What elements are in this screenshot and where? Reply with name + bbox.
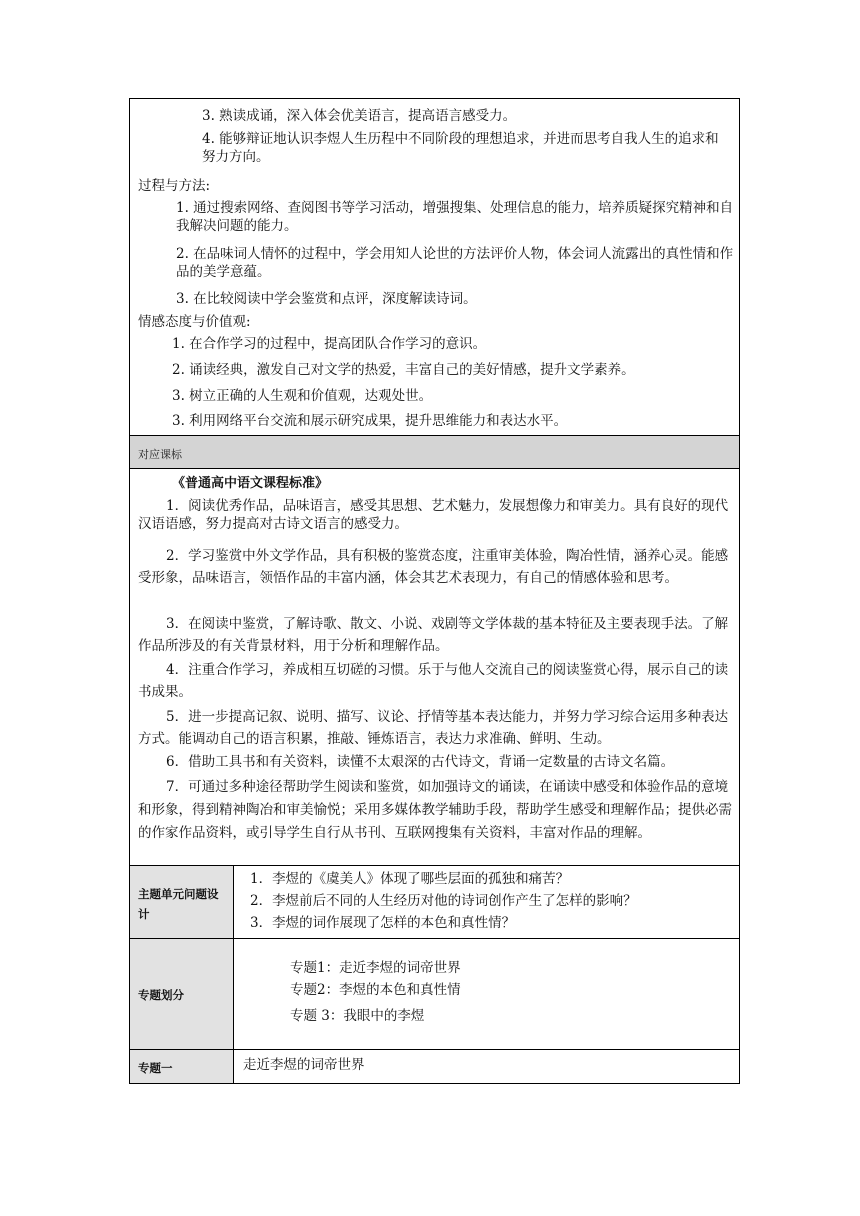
topic-one-label: 专题一	[138, 1061, 173, 1075]
topics-label-cell	[130, 939, 234, 1049]
topic-item: 专题2：李煜的本色和真性情	[290, 982, 461, 998]
topic-one-value: 走近李煜的词帝世界	[243, 1057, 365, 1073]
question-item: 1．李煜的《虞美人》体现了哪些层面的孤独和痛苦？	[250, 871, 570, 887]
emotion-item: 3. 利用网络平台交流和展示研究成果，提升思维能力和表达水平。	[172, 413, 568, 429]
process-item: 3. 在比较阅读中学会鉴赏和点评，深度解读诗词。	[176, 291, 477, 307]
emotion-item: 1. 在合作学习的过程中，提高团队合作学习的意识。	[172, 336, 487, 352]
questions-label: 主题单元问题设计	[138, 887, 219, 921]
standards-header	[130, 435, 739, 468]
standards-title: 《普通高中语文课程标准》	[172, 476, 329, 491]
standards-section	[130, 468, 739, 865]
objectives-section	[130, 99, 739, 435]
standards-header-label: 对应课标	[138, 448, 182, 461]
question-item: 2．李煜前后不同的人生经历对他的诗词创作产生了怎样的影响？	[250, 893, 637, 909]
emotion-item: 2. 诵读经典，激发自己对文学的热爱，丰富自己的美好情感，提升文学素养。	[172, 362, 635, 378]
topic-one-row	[130, 1049, 739, 1083]
topics-label: 专题划分	[138, 988, 184, 1002]
standard-item: 7．可通过多种途径帮助学生阅读和鉴赏，如加强诗文的诵读，在诵读中感受和体验作品的意境和形象，得到精神陶冶和审美愉悦；采用多媒体教学辅助手段，帮助学生感受和理解作品；提供必需的作家作品资料，或引导学生自行从书刊、互联网搜集有关资料，丰富对作品的理解。	[138, 779, 732, 841]
emotion-item: 3. 树立正确的人生观和价值观，达观处世。	[172, 388, 433, 404]
standard-item: 1．阅读优秀作品，品味语言，感受其思想、艺术魅力，发展想像力和审美力。具有良好的现代汉语语感，努力提高对古诗文语言的感受力。	[138, 498, 729, 532]
knowledge-item: 3. 熟读成诵，深入体会优美语言，提高语言感受力。	[202, 108, 517, 124]
topic-one-label-cell	[130, 1050, 234, 1083]
process-item: 1. 通过搜索网络、查阅图书等学习活动，增强搜集、处理信息的能力，培养质疑探究精神和自我解决问题的能力。	[176, 200, 734, 234]
questions-label-cell	[130, 866, 234, 938]
topics-row	[130, 938, 739, 1049]
standard-item: 4．注重合作学习，养成相互切磋的习惯。乐于与他人交流自己的阅读鉴赏心得，展示自己的读书成果。	[138, 662, 729, 700]
topic-item: 专题1：走近李煜的词帝世界	[290, 960, 461, 976]
topic-item: 专题 3：我眼中的李煜	[290, 1008, 425, 1024]
process-heading: 过程与方法:	[138, 178, 211, 194]
lesson-plan-table	[129, 98, 740, 1084]
standard-item: 5．进一步提高记叙、说明、描写、议论、抒情等基本表达能力，并努力学习综合运用多种表达方式。能调动自己的语言积累，推敲、锤炼语言，表达力求准确、鲜明、生动。	[138, 709, 729, 747]
process-item: 2. 在品味词人情怀的过程中，学会用知人论世的方法评价人物，体会词人流露出的真性情和作品的美学意蕴。	[176, 246, 734, 280]
emotion-heading: 情感态度与价值观:	[138, 314, 251, 330]
standard-item: 3．在阅读中鉴赏，了解诗歌、散文、小说、戏剧等文学体裁的基本特征及主要表现手法。了解作品所涉及的有关背景材料，用于分析和理解作品。	[138, 616, 729, 654]
standard-item: 2．学习鉴赏中外文学作品，具有积极的鉴赏态度，注重审美体验，陶冶性情，涵养心灵。能感受形象，品味语言，领悟作品的丰富内涵，体会其艺术表现力，有自己的情感体验和思考。	[138, 548, 729, 586]
standard-item: 6．借助工具书和有关资料，读懂不太艰深的古代诗文，背诵一定数量的古诗文名篇。	[166, 754, 675, 770]
question-item: 3．李煜的词作展现了怎样的本色和真性情？	[250, 915, 516, 931]
questions-row	[130, 865, 739, 938]
knowledge-item: 4. 能够辩证地认识李煜人生历程中不同阶段的理想追求，并进而思考自我人生的追求和努力方向。	[202, 131, 719, 165]
